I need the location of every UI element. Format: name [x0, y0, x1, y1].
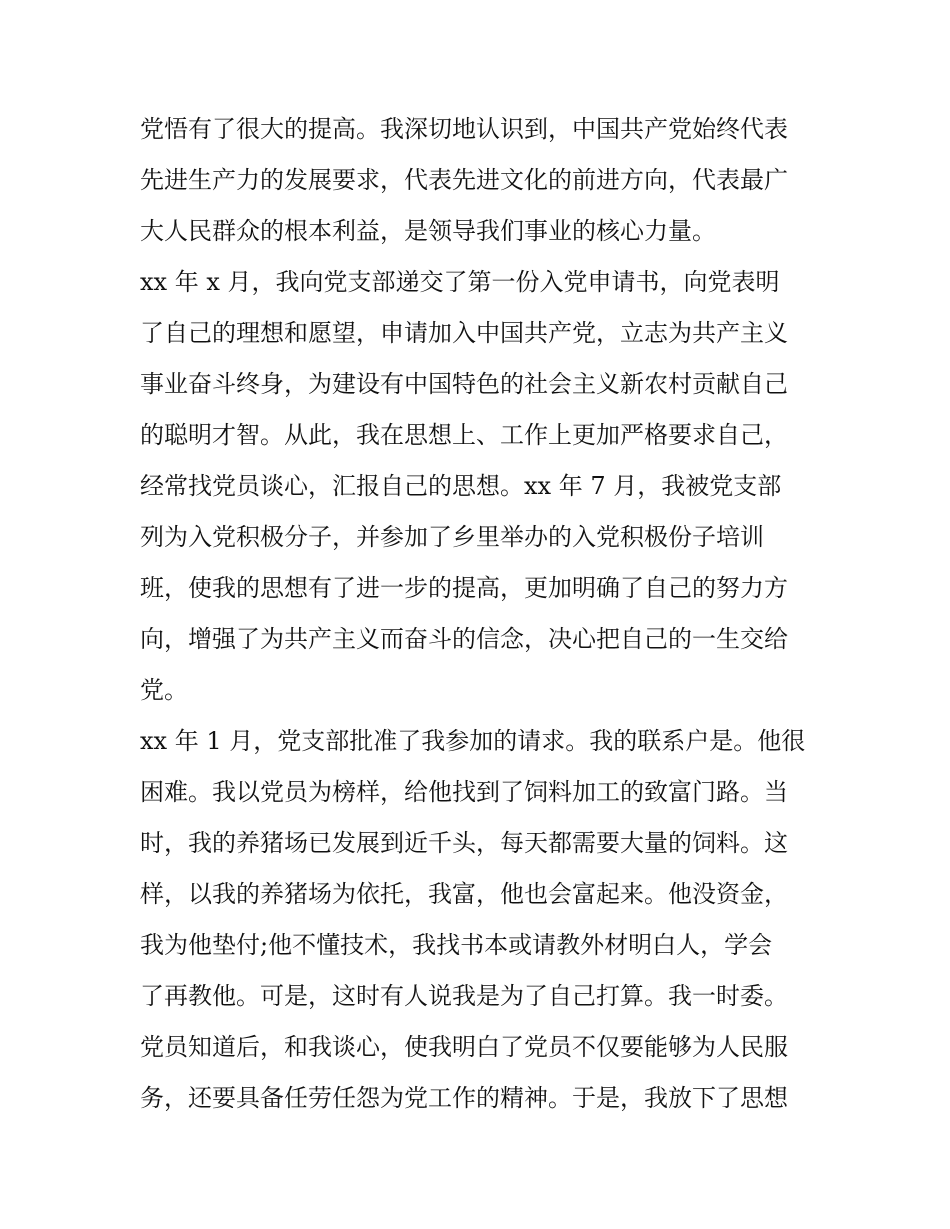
- text-line: 了自己的理想和愿望，申请加入中国共产党，立志为共产主义: [140, 319, 788, 347]
- text-line: 样，以我的养猪场为依托，我富，他也会富起来。他没资金，: [140, 880, 788, 908]
- text-line: 党悟有了很大的提高。我深切地认识到，中国共产党始终代表: [140, 115, 788, 143]
- text-line: xx 年 1 月，党支部批准了我参加的请求。我的联系户是。他很: [140, 727, 806, 755]
- text-line: 时，我的养猪场已发展到近千头，每天都需要大量的饲料。这: [140, 829, 788, 857]
- text-line: 大人民群众的根本利益，是领导我们事业的核心力量。: [140, 217, 716, 245]
- text-line: 经常找党员谈心，汇报自己的思想。xx 年 7 月，我被党支部: [140, 472, 782, 500]
- text-line: 班，使我的思想有了进一步的提高，更加明确了自己的努力方: [140, 574, 788, 602]
- text-line: 的聪明才智。从此，我在思想上、工作上更加严格要求自己，: [140, 421, 788, 449]
- text-line: 我为他垫付;他不懂技术，我找书本或请教外材明白人，学会: [140, 931, 773, 959]
- text-line: 党。: [140, 676, 188, 704]
- text-line: 列为入党积极分子，并参加了乡里举办的入党积极份子培训: [140, 523, 764, 551]
- text-line: 困难。我以党员为榜样，给他找到了饲料加工的致富门路。当: [140, 778, 788, 806]
- text-line: 先进生产力的发展要求，代表先进文化的前进方向，代表最广: [140, 166, 788, 194]
- text-line: xx 年 x 月，我向党支部递交了第一份入党申请书，向党表明: [140, 268, 780, 296]
- text-line: 务，还要具备任劳任怨为党工作的精神。于是，我放下了思想: [140, 1084, 788, 1112]
- text-line: 向，增强了为共产主义而奋斗的信念，决心把自己的一生交给: [140, 625, 788, 653]
- text-line: 了再教他。可是，这时有人说我是为了自己打算。我一时委。: [140, 982, 788, 1010]
- text-line: 党员知道后，和我谈心，使我明白了党员不仅要能够为人民服: [140, 1033, 788, 1061]
- text-line: 事业奋斗终身，为建设有中国特色的社会主义新农村贡献自己: [140, 370, 788, 398]
- body-text: [140, 104, 820, 1124]
